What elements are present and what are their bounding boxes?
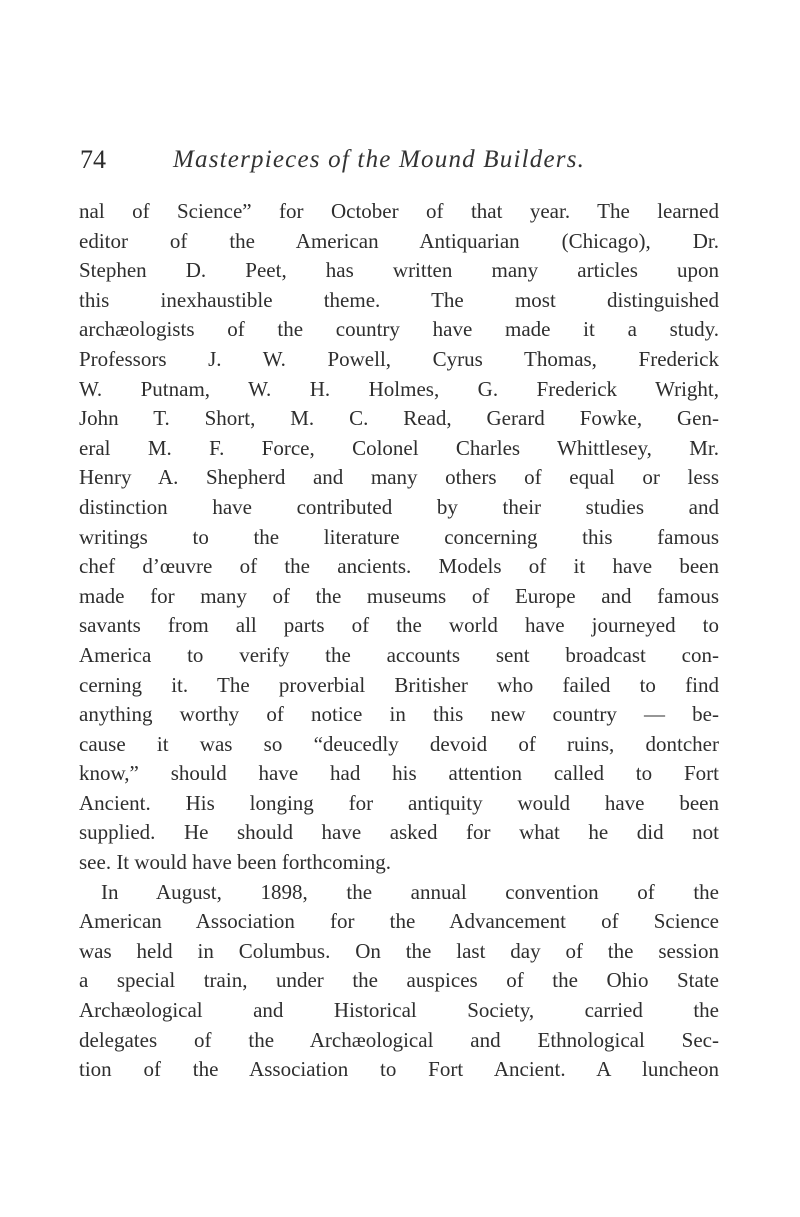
- page-number: 74: [80, 145, 106, 174]
- text-line: John T. Short, M. C. Read, Gerard Fowke, Gen-: [79, 406, 719, 431]
- text-line: Henry A. Shepherd and many others of equal or less: [79, 465, 719, 490]
- text-line: Stephen D. Peet, has written many articles upon: [79, 258, 719, 283]
- text-line: America to verify the accounts sent broadcast con-: [79, 642, 719, 667]
- text-line: supplied. He should have asked for what he did not: [79, 820, 719, 845]
- text-line: tion of the Association to Fort Ancient. A luncheon: [79, 1057, 719, 1082]
- body-text: [79, 197, 719, 1085]
- text-line: archæologists of the country have made it a study.: [79, 317, 719, 342]
- paragraph-start-line: In August, 1898, the annual convention of the: [101, 879, 719, 904]
- text-line: editor of the American Antiquarian (Chicago), Dr.: [79, 228, 719, 253]
- text-line: this inexhaustible theme. The most distinguished: [79, 287, 719, 312]
- text-line: Archæological and Historical Society, carried the: [79, 998, 719, 1023]
- text-line: a special train, under the auspices of the Ohio State: [79, 968, 719, 993]
- text-line: made for many of the museums of Europe and famous: [79, 583, 719, 608]
- running-header: [80, 133, 720, 177]
- text-line: eral M. F. Force, Colonel Charles Whittlesey, Mr.: [79, 435, 719, 460]
- text-line: cerning it. The proverbial Britisher who failed to find: [79, 672, 719, 697]
- text-line: distinction have contributed by their studies and: [79, 494, 719, 519]
- text-line: know,” should have had his attention called to Fort: [79, 761, 719, 786]
- text-line: writings to the literature concerning this famous: [79, 524, 719, 549]
- text-line: was held in Columbus. On the last day of the session: [79, 938, 719, 963]
- text-line: cause it was so “deucedly devoid of ruins, dontcher: [79, 731, 719, 756]
- text-line: W. Putnam, W. H. Holmes, G. Frederick Wright,: [79, 376, 719, 401]
- text-line: Professors J. W. Powell, Cyrus Thomas, Frederick: [79, 346, 719, 371]
- paragraph-end-line: see. It would have been forthcoming.: [79, 850, 391, 875]
- text-line: savants from all parts of the world have journeyed to: [79, 613, 719, 638]
- text-line: Ancient. His longing for antiquity would have been: [79, 790, 719, 815]
- text-line: delegates of the Archæological and Ethnological Sec-: [79, 1027, 719, 1052]
- text-line: nal of Science” for October of that year. The learned: [79, 199, 719, 223]
- text-line: chef d’œuvre of the ancients. Models of it have been: [79, 554, 719, 579]
- text-line: American Association for the Advancement of Science: [79, 909, 719, 934]
- running-title: Masterpieces of the Mound Builders.: [173, 146, 586, 173]
- text-line: anything worthy of notice in this new country — be-: [79, 702, 719, 727]
